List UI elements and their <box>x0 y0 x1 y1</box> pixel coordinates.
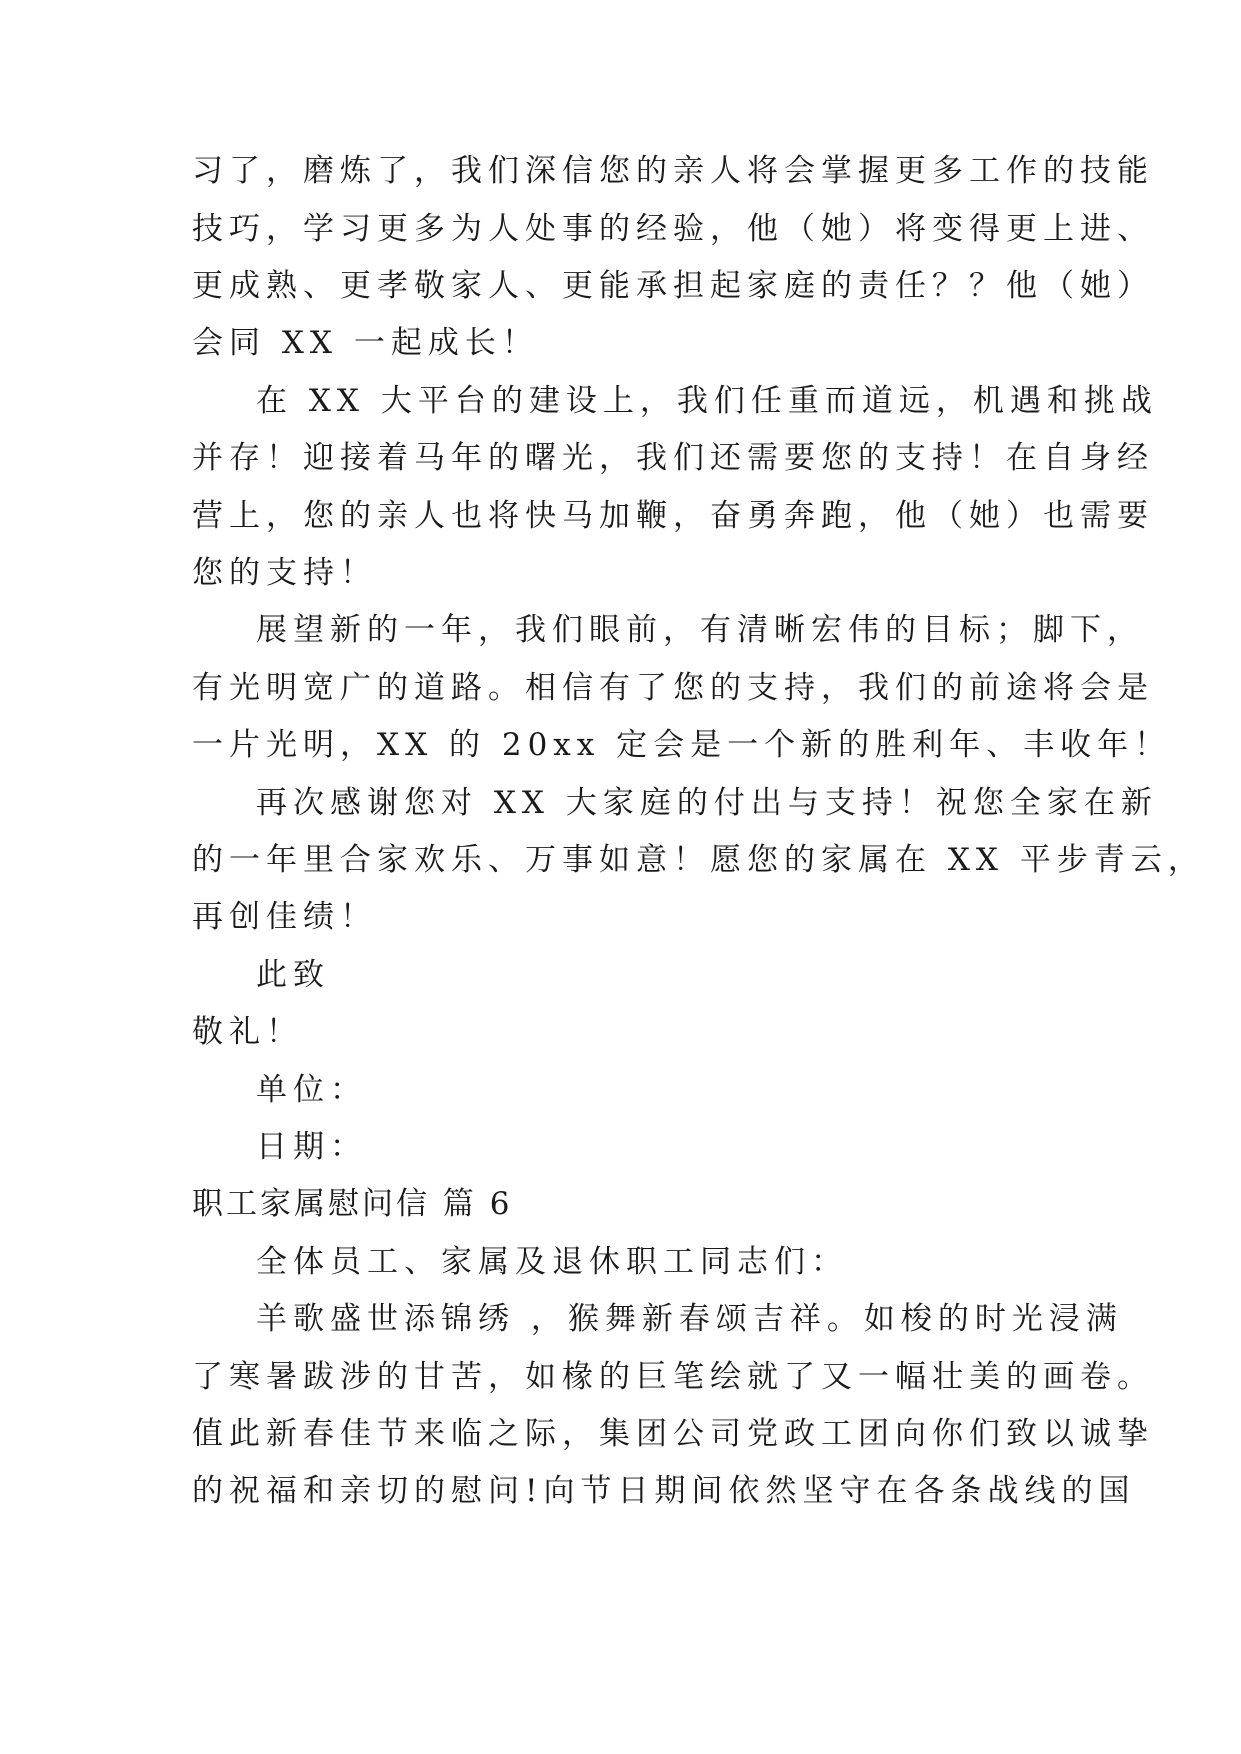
paragraph-line: 展望新的一年，我们眼前，有清晰宏伟的目标；脚下， <box>256 612 1144 648</box>
section-heading: 职工家属慰问信 篇 6 <box>192 1186 513 1222</box>
paragraph-line: 了寒暑跋涉的甘苦，如椽的巨笔绘就了又一幅壮美的画卷。 <box>192 1359 1154 1395</box>
paragraph-line: 再次感谢您对 XX 大家庭的付出与支持！祝您全家在新 <box>256 785 1158 821</box>
paragraph-line: 习了，磨炼了，我们深信您的亲人将会掌握更多工作的技能 <box>192 153 1154 189</box>
paragraph-line: 的祝福和亲切的慰问!向节日期间依然坚守在各条战线的国 <box>192 1473 1136 1509</box>
closing-salutation: 此致 <box>256 957 330 993</box>
paragraph-line: 会同 XX 一起成长！ <box>192 325 539 361</box>
paragraph-line: 并存！迎接着马年的曙光，我们还需要您的支持！在自身经 <box>192 440 1154 476</box>
paragraph-line: 再创佳绩！ <box>192 899 377 935</box>
paragraph-line: 技巧，学习更多为人处事的经验，他（她）将变得更上进、 <box>192 211 1154 247</box>
paragraph-line: 有光明宽广的道路。相信有了您的支持，我们的前途将会是 <box>192 670 1154 706</box>
paragraph-line: 更成熟、更孝敬家人、更能承担起家庭的责任？？他（她） <box>192 268 1154 304</box>
paragraph-line: 的一年里合家欢乐、万事如意！愿您的家属在 XX 平步青云， <box>192 842 1205 878</box>
paragraph-line: 您的支持！ <box>192 555 377 591</box>
paragraph-line: 一片光明，XX 的 20xx 定会是一个新的胜利年、丰收年！ <box>192 727 1172 763</box>
signature-unit: 单位： <box>256 1072 367 1108</box>
paragraph-line: 值此新春佳节来临之际，集团公司党政工团向你们致以诚挚 <box>192 1416 1154 1452</box>
paragraph-line: 羊歌盛世添锦绣 ，猴舞新春颂吉祥。如梭的时光浸满 <box>256 1301 1123 1337</box>
greeting-line: 全体员工、家属及退休职工同志们： <box>256 1244 848 1280</box>
paragraph-line: 营上，您的亲人也将快马加鞭，奋勇奔跑，他（她）也需要 <box>192 498 1154 534</box>
closing-regards: 敬礼！ <box>192 1014 303 1050</box>
paragraph-line: 在 XX 大平台的建设上，我们任重而道远，机遇和挑战 <box>256 383 1158 419</box>
signature-date: 日期： <box>256 1129 367 1165</box>
